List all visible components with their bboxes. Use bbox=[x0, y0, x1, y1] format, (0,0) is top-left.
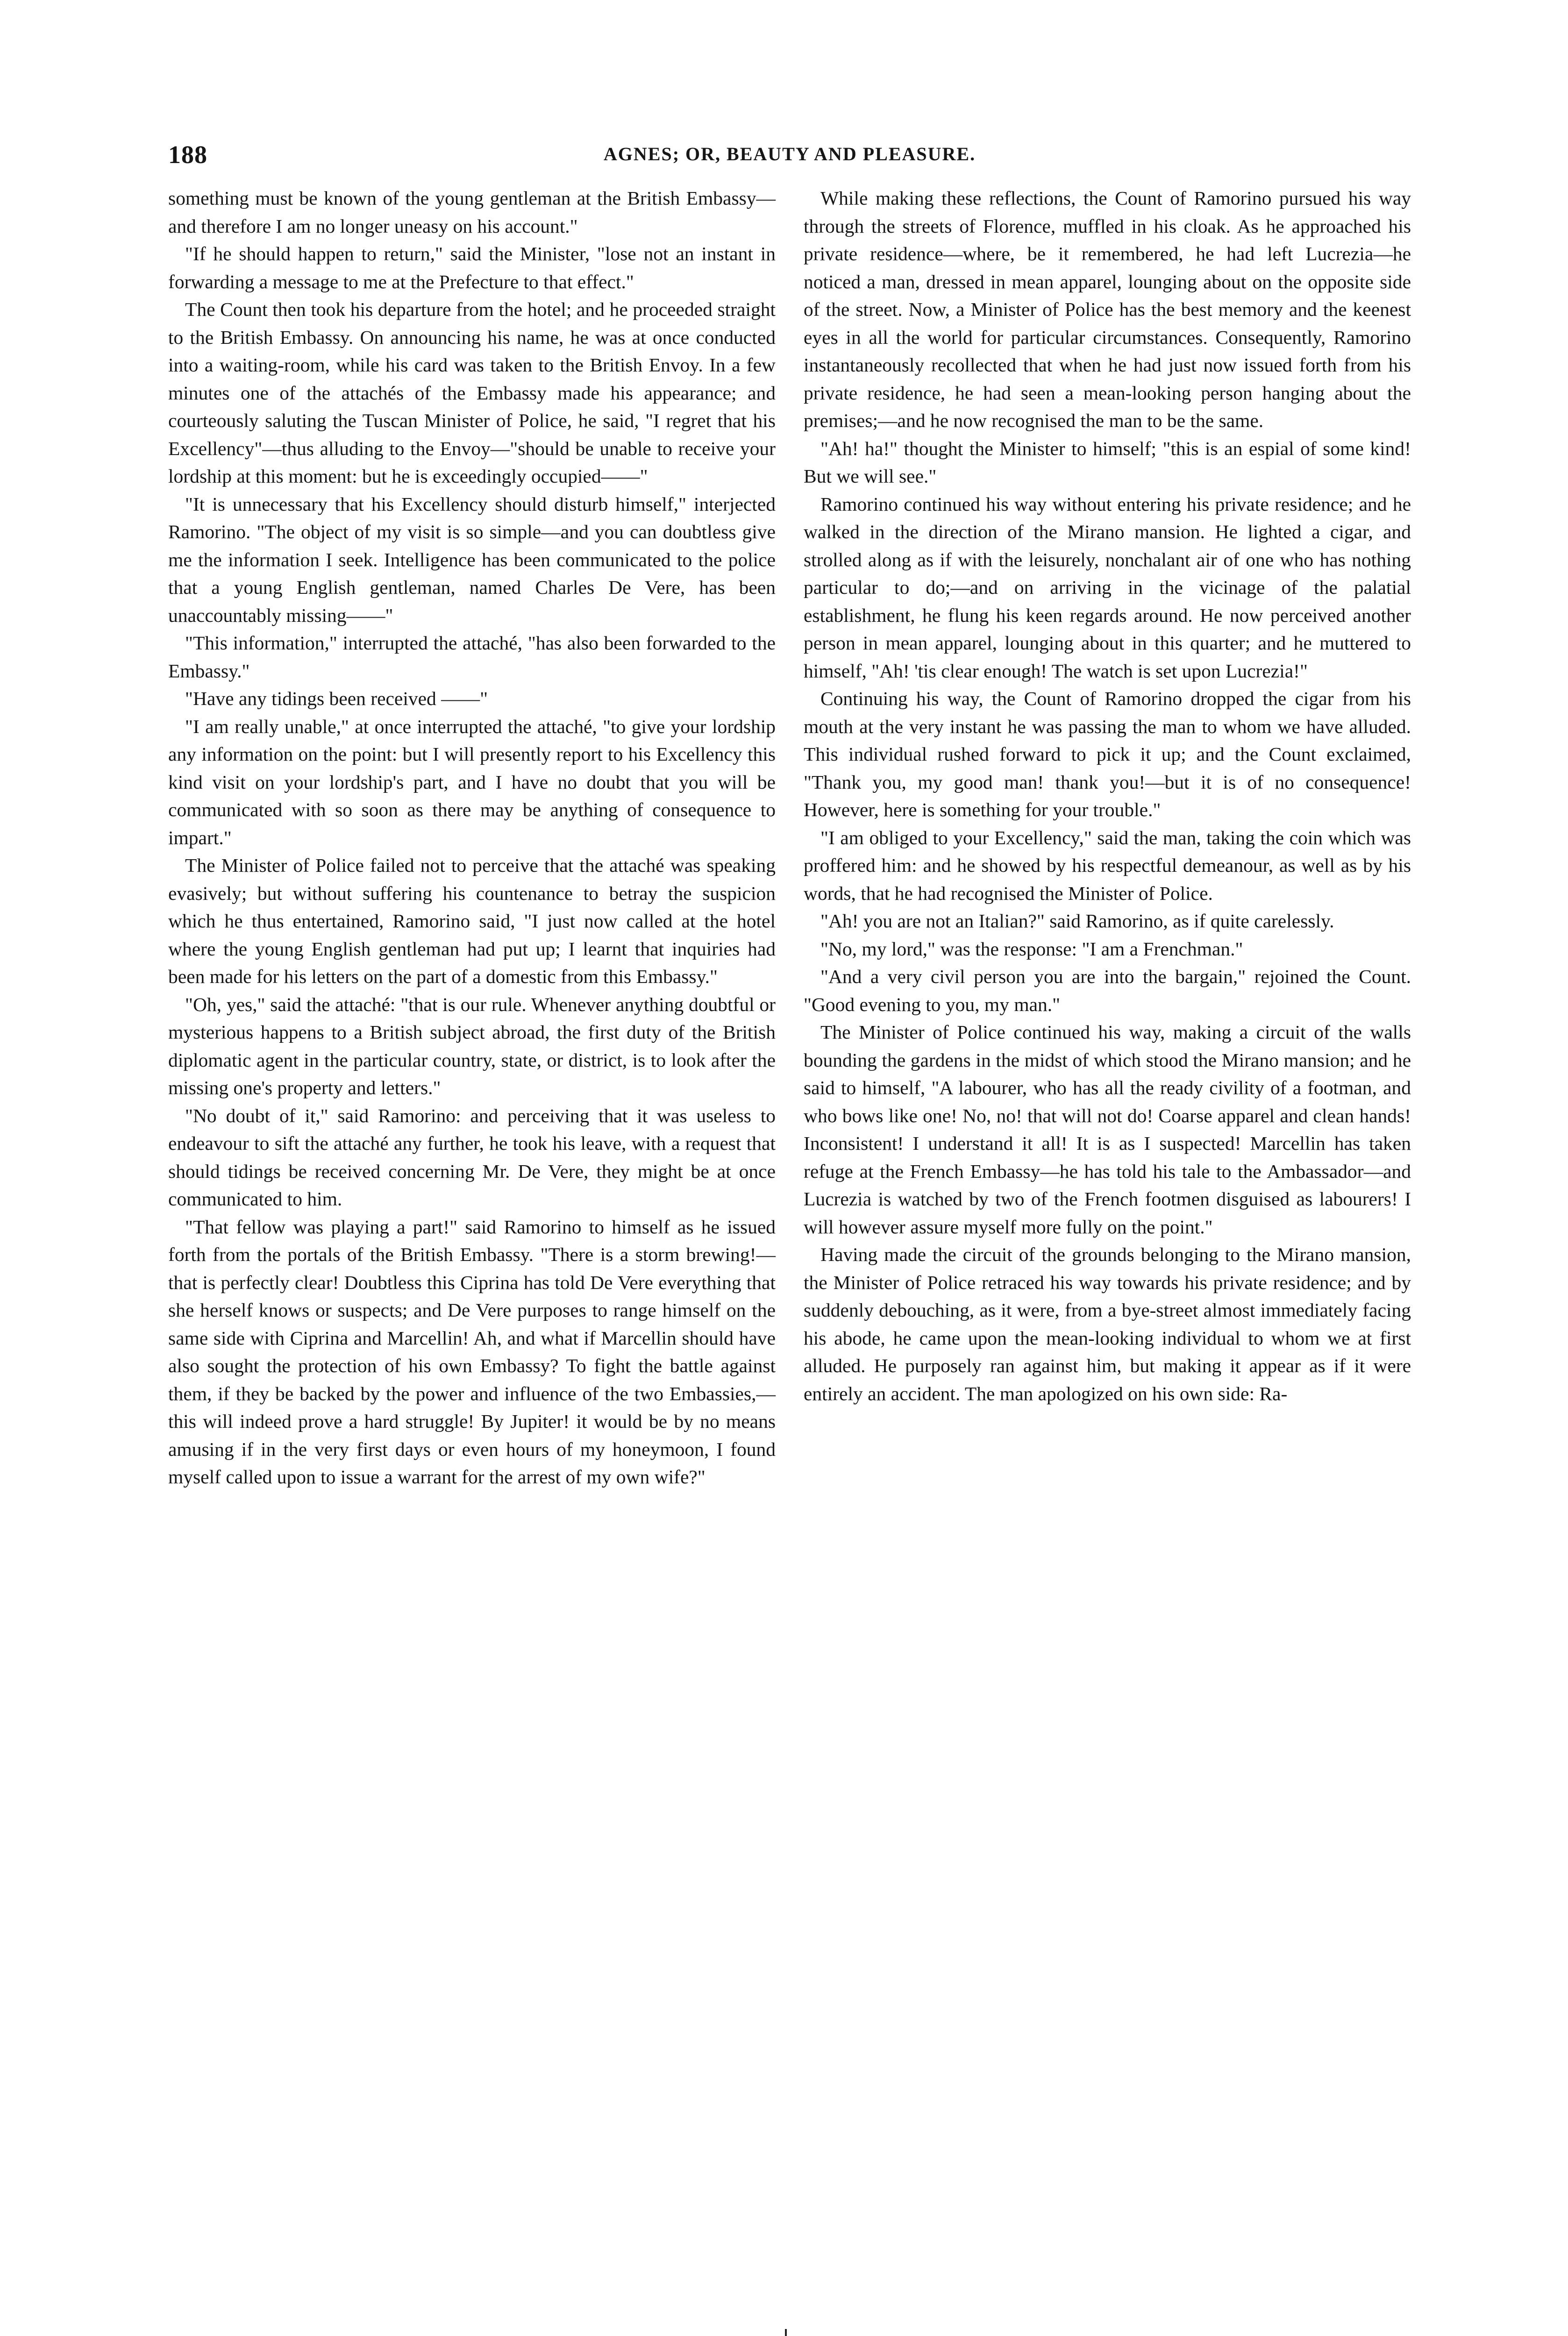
paragraph: "Ah! ha!" thought the Minister to himself; "this is an espial of some kind! But we will see." bbox=[804, 437, 1411, 487]
paragraph: While making these reflections, the Count of Ramorino pursued his way through the streets of Florence, muffled in his cloak. As he approached his private residence—where, be it remembered, he had left Lucrezia—he noticed a man, dressed in mean apparel, lounging about on the opposite side of the street. Now, a Minister of Police has the best memory and the keenest eyes in all the world for particular circumstances. Consequently, Ramorino instantaneously recollected that when he had just now issued forth from his private residence, he had seen a mean-looking person hanging about the premises;—and he now recognised the man to be the same. bbox=[804, 187, 1411, 431]
paragraph: "That fellow was playing a part!" said Ramorino to himself as he issued forth from the portals of the British Embassy. "There is a storm brewing!—that is perfectly clear! Doubtless this Ciprina has told De Vere everything that she herself knows or suspects; and De Vere purposes to range himself on the same side with Ciprina and Marcellin! Ah, and what if Marcellin should have also sought the protection of his own Embassy? To fight the battle against them, if they be backed by the power and influence of the two Embassies,—this will indeed prove a hard struggle! By Jupiter! it would be by no means amusing if in the very first days or even hours of my honeymoon, I found myself called upon to issue a warrant for the arrest of my own wife?" bbox=[168, 1216, 776, 1488]
paragraph: "I am obliged to your Excellency," said the man, taking the coin which was proffered him: and he showed by his respectful demeanour, as well as by his words, that he had recognised the Minister of Police. bbox=[804, 826, 1411, 904]
paragraph: The Count then took his departure from the hotel; and he proceeded straight to the British Embassy. On announcing his name, he was at once conducted into a waiting-room, while his card was taken to the British Envoy. In a few minutes one of the attachés of the Embassy made his appearance; and courteously saluting the Tuscan Minister of Police, he said, "I regret that his Excellency"—thus alluding to the Envoy—"should be unable to receive your lordship at this moment: but he is exceedingly occupied——" bbox=[168, 299, 776, 487]
paragraph: "It is unnecessary that his Excellency should disturb himself," interjected Ramorino. "The object of my visit is so simple—and you can doubtless give me the information I seek. Intelligence has been communicated to the police that a young English gentleman, named Charles De Vere, has been unaccountably missing——" bbox=[168, 493, 776, 626]
paragraph: "No, my lord," was the response: "I am a Frenchman." bbox=[820, 938, 1243, 960]
paragraph: Continuing his way, the Count of Ramorino dropped the cigar from his mouth at the very instant he was passing the man to whom we have alluded. This individual rushed forward to pick it up; and the Count exclaimed, "Thank you, my good man! thank you!—but it is of no consequence! However, here is something for your trouble." bbox=[804, 688, 1411, 820]
paragraph: "Have any tidings been received ——" bbox=[185, 688, 488, 709]
paragraph: "I am really unable," at once interrupted the attaché, "to give your lordship any information on the point: but I will presently report to his Excellency this kind visit on your lordship's part, and I have no doubt that you will be communicated with so soon as there may be anything of consequence to impart." bbox=[168, 715, 776, 848]
paragraph: "Ah! you are not an Italian?" said Ramorino, as if quite carelessly. bbox=[820, 910, 1334, 932]
column-divider bbox=[785, 2329, 787, 2336]
paragraph: Having made the circuit of the grounds belonging to the Mirano mansion, the Minister of Police retraced his way towards his private residence; and by suddenly debouching, as it were, from a bye-street almost immediately facing his abode, he came upon the mean-looking individual to whom we at first alluded. He purposely ran against him, but making it appear as if it were entirely an accident. The man apologized on his own side: Ra- bbox=[804, 1244, 1411, 1404]
paragraph: Ramorino continued his way without entering his private residence; and he walked in the direction of the Mirano mansion. He lighted a cigar, and strolled along as if with the leisurely, nonchalant air of one who has nothing particular to do;—and on arriving in the vicinage of the palatial establishment, he flung his keen regards around. He now perceived another person in mean apparel, lounging about in this quarter; and he muttered to himself, "Ah! 'tis clear enough! The watch is set upon Lucrezia!" bbox=[804, 493, 1411, 682]
paragraph: "If he should happen to return," said the Minister, "lose not an instant in forwarding a message to me at the Prefecture to that effect." bbox=[168, 243, 776, 292]
paragraph: The Minister of Police failed not to perceive that the attaché was speaking evasively; but without suffering his countenance to betray the suspicion which he thus entertained, Ramorino said, "I just now called at the hotel where the young English gentleman had put up; I learnt that inquiries had been made for his letters on the part of a domestic from this Embassy." bbox=[168, 855, 776, 987]
page-header bbox=[168, 140, 1411, 173]
left-column bbox=[168, 185, 776, 1491]
paragraph: "This information," interrupted the attaché, "has also been forwarded to the Embassy." bbox=[168, 632, 776, 682]
paragraph: something must be known of the young gentleman at the British Embassy—and therefore I am no longer uneasy on his account." bbox=[168, 187, 776, 237]
paragraph: The Minister of Police continued his way, making a circuit of the walls bounding the gardens in the midst of which stood the Mirano mansion; and he said to himself, "A labourer, who has all the ready civility of a footman, and who bows like one! No, no! that will not do! Coarse apparel and clean hands! Inconsistent! I understand it all! It is as I suspected! Marcellin has taken refuge at the French Embassy—he has told his tale to the Ambassador—and Lucrezia is watched by two of the French footmen disguised as labourers! I will however assure myself more fully on the point." bbox=[804, 1021, 1411, 1238]
running-title: AGNES; OR, BEAUTY AND PLEASURE. bbox=[603, 143, 976, 164]
page-number: 188 bbox=[168, 141, 207, 169]
paragraph: "Oh, yes," said the attaché: "that is our rule. Whenever anything doubtful or mysterious happens to a British subject abroad, the first duty of the British diplomatic agent in the particular country, state, or district, is to look after the missing one's property and letters." bbox=[168, 993, 776, 1098]
paragraph: "And a very civil person you are into the bargain," rejoined the Count. "Good evening to you, my man." bbox=[804, 966, 1411, 1015]
right-column bbox=[804, 185, 1411, 1408]
paragraph: "No doubt of it," said Ramorino: and perceiving that it was useless to endeavour to sift the attaché any further, he took his leave, with a request that should tidings be received concerning Mr. De Vere, they might be at once communicated to him. bbox=[168, 1104, 776, 1210]
